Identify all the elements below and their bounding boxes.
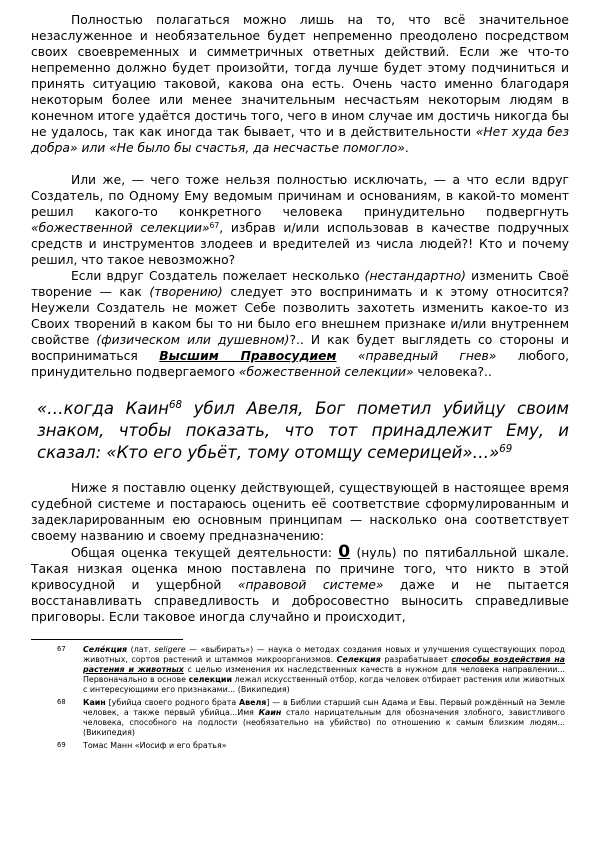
text-segment: ?.. И как будет выглядеть со стороны и восприниматься	[31, 333, 570, 363]
text-segment: Высшим Правосудием	[159, 349, 337, 363]
text-segment: Селе́кция	[83, 645, 128, 654]
text-segment: , избрав и/или использовав в качестве подручных средств и инструментов злодеев и вредителей из числа людей?! Кто и почему решил, что такое невозможно?	[31, 221, 570, 267]
text-segment: — «выбирать») — наука о методах создания новых и улучшения существующих пород животных, сортов растений и штаммов микроорганизмов.	[83, 645, 565, 664]
text-segment: Общая оценка текущей деятельности:	[71, 546, 339, 560]
text-segment	[336, 349, 357, 363]
paragraph	[31, 172, 569, 268]
text-segment: [убийца своего родного брата	[105, 698, 240, 707]
text-segment: Если вдруг Создатель пожелает несколько	[71, 269, 365, 283]
footnote-ref: 69	[499, 444, 513, 456]
text-segment: .	[404, 141, 409, 155]
text-segment: (физическом или душевном)	[96, 333, 290, 347]
text-segment: Каин	[83, 698, 106, 707]
text-segment: (нуль) по пятибалльной шкале. Такая низкая оценка мною поставлена по причине того, что никто в этой кривосудной и ущербной	[31, 546, 569, 592]
text-segment: Каин	[258, 708, 282, 717]
text-segment: с целью изменения их наследственных качеств в нужном для человека направлении... Первоначально в основе	[83, 665, 565, 684]
text-segment: селекции	[188, 675, 232, 684]
text-segment: (лат.	[127, 645, 155, 654]
text-segment: «правовой системе»	[237, 578, 384, 592]
footnote-number: 67	[57, 645, 66, 653]
text-segment: Селекция	[336, 655, 381, 664]
footnote	[31, 741, 569, 751]
footnote-text	[83, 698, 569, 738]
text-segment: «Не было бы счастья, да несчастье помогло»	[109, 141, 405, 155]
text-segment: ] — в Библии старший сын Адама и Евы. Первый рождённый на Земле человек, а также первый убийца...Имя	[83, 698, 566, 717]
text-segment: или	[77, 141, 110, 155]
paragraph	[31, 480, 569, 544]
paragraph	[31, 12, 569, 156]
footnote-list	[31, 645, 569, 751]
text-segment: «Нет худа без добра»	[31, 125, 569, 155]
text-segment: Авеля	[239, 698, 267, 707]
text-segment: человека?..	[413, 365, 492, 379]
paragraph	[31, 268, 569, 380]
footnotes-section	[31, 639, 569, 751]
text-segment: «божественной селекции»	[31, 221, 210, 235]
footnote-ref: 68	[168, 400, 182, 412]
text-segment: Или же, — чего тоже нельзя полностью исключать, — а что если вдруг Создатель, по Одному Ему ведомым причинам и основаниям, в какой-то момент решил какого-то конкретного человека принудительно подвергнуть	[31, 173, 569, 219]
text-segment: «божественной селекции»	[238, 365, 414, 379]
paragraph	[31, 544, 569, 625]
footnote	[31, 645, 569, 695]
footnote	[31, 698, 569, 738]
text-segment: (творению)	[149, 285, 223, 299]
text-segment: способы воздействия на растения и животных	[83, 655, 566, 674]
text-segment: любого, принудительно подвергаемого	[31, 349, 569, 379]
text-segment: убил Авеля, Бог пометил убийцу своим знаком, чтобы показать, что тот принадлежит Ему, и сказал: «Кто его убьёт, тому отомщу семерицей»…»	[37, 399, 570, 462]
text-segment: (нестандартно)	[364, 269, 466, 283]
footnote-text	[83, 645, 569, 695]
footnote-number: 68	[57, 698, 66, 706]
text-segment: изменить Своё творение — как	[31, 269, 569, 299]
text-segment: Ниже я поставлю оценку действующей, существующей в настоящее время судебной системе и постараюсь оценить её соответствие сформулированным и задекларированным ею основным принципам — насколько она соответствует своему названию и своему предназначению:	[31, 481, 569, 543]
text-segment: разрабатывает	[380, 655, 452, 664]
text-segment: Томас Манн «Иосиф и его братья»	[83, 741, 227, 750]
document-body	[31, 12, 569, 625]
text-segment: seligere	[154, 645, 186, 654]
block-quote	[37, 398, 569, 464]
text-segment: «…когда Каин	[37, 399, 169, 418]
footnote-separator	[31, 639, 183, 640]
text-segment: Полностью полагаться можно лишь на то, что всё значительное незаслуженное и необязательное будет непременно преодолено посредством своих своевременных и симметричных ответных действий. Если же что-то непременно должно будет произойти, тогда лучше будет этому подчиниться и принять ситуацию таковой, какова она есть. Очень часто именно благодаря некоторым более или менее значительным несчастьям некоторым людям в конечном итоге удаётся достичь того, чего в ином случае им достичь никогда бы не удалось, так как иногда так бывает, что и в действительности	[31, 13, 569, 139]
text-segment: «праведный гнев»	[357, 349, 497, 363]
footnote-text	[83, 741, 569, 751]
footnote-ref: 67	[209, 220, 220, 230]
text-segment: даже и не пытается восстанавливать справедливость и добросовестно выносить справедливые приговоры. Если таковое иногда случайно и происходит,	[31, 578, 569, 624]
text-segment: следует это воспринимать и к этому относится? Неужели Создатель не может Себе позволить захотеть изменить какое-то из Своих творений в каком бы то ни было его внешнем признаке и/или внутреннем свойстве	[31, 285, 569, 347]
text-segment: лежал искусственный отбор, когда человек отбирает растения или животных с интересующими его признаками... (Википедия)	[83, 675, 565, 694]
rating-zero: 0	[338, 542, 351, 562]
text-segment: стало нарицательным для обозначения злобного, завистливого человека, способного на подлости (необязательно на убийство) по отношению к самым близким людям... (Википедия)	[83, 708, 565, 737]
footnote-number: 69	[57, 741, 66, 749]
